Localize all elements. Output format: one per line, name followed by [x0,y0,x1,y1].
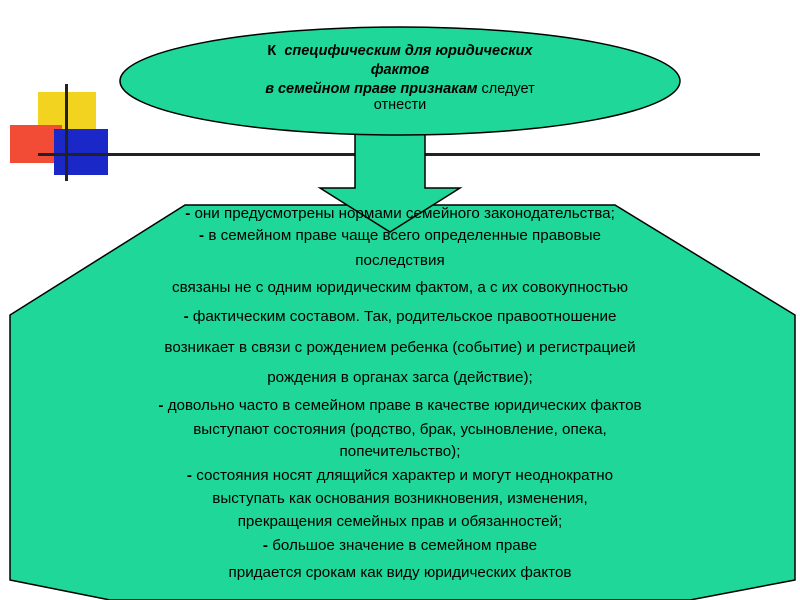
heading-line2: фактов [370,62,430,78]
body-text [30,203,770,587]
body-line: выступать как основания возникновения, изменения, [212,490,588,507]
body-line: прекращения семейных прав и обязанностей; [237,513,563,530]
body-line: придается срокам как виду юридических фактов [228,564,572,581]
body-line: - большое значение в семейном праве [262,537,538,554]
body-line: - в семейном праве чаще всего определенные правовые [199,227,601,244]
heading-lead: К [267,43,277,59]
body-line: связаны не с одним юридическим фактом, а с их совокупностью [172,279,628,296]
body-line: возникает в связи с рождением ребенка (событие) и регистрацией [164,339,636,356]
body-line: выступают состояния (родство, брак, усыновление, опека, [193,421,607,438]
heading-line4: отнести [373,97,427,113]
body-line: рождения в органах загса (действие); [267,369,533,386]
body-line: - они предусмотрены нормами семейного законодательства; [185,205,615,222]
body-line: - состояния носят длящийся характер и могут неоднократно [186,467,614,484]
heading-line3: в семейном праве признакам [265,81,478,97]
heading-line3-tail: следует [481,81,535,97]
body-line: - фактическим составом. Так, родительское правоотношение [183,308,617,325]
body-line: попечительство); [339,443,461,460]
heading-line1: специфическим для юридических [284,43,533,59]
heading-text [170,42,630,115]
body-line: - довольно часто в семейном праве в качестве юридических фактов [158,397,642,414]
body-line: последствия [355,252,445,269]
